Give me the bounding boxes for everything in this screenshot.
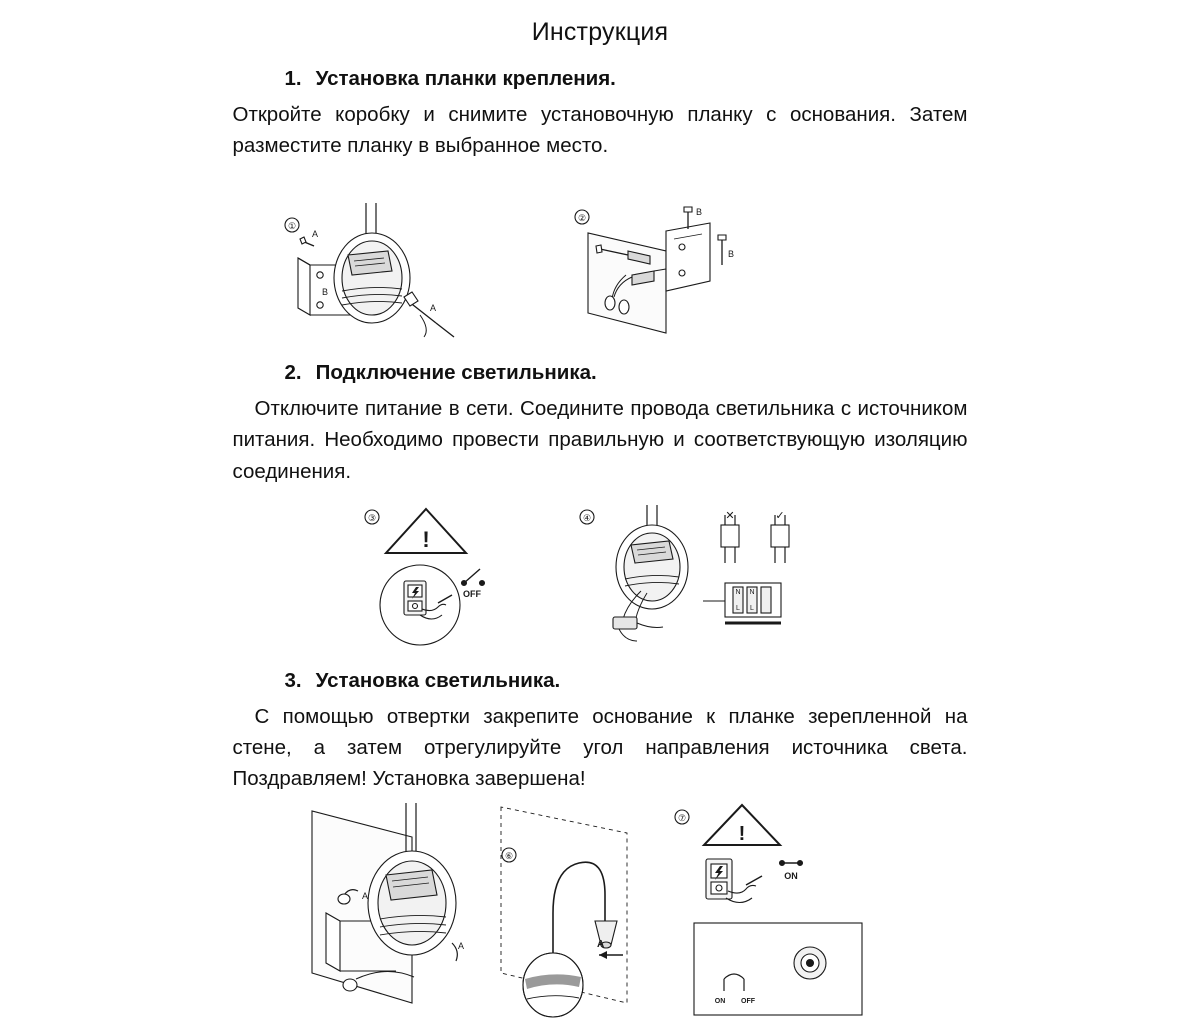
figure-6-marker: ⑥ — [504, 851, 514, 861]
section-2-body-text: Отключите питание в сети. Соедините провода светильника с источником питания. Необходимо провести правильную и соответствующую изоляцию соединения. — [232, 397, 968, 483]
page-title: Инструкция — [531, 18, 669, 46]
figure-3-switch-state: OFF — [463, 589, 481, 599]
figure-2-wall-bracket-screws — [570, 203, 790, 343]
figure-6-adjust-angle — [495, 803, 655, 1018]
figure-group-step-2 — [360, 505, 920, 650]
figure-7-switch-state: ON — [784, 871, 798, 881]
figure-4-wiring-connection — [575, 505, 865, 650]
figure-2-marker: ② — [577, 213, 587, 223]
figure-4-terminal-l2: L — [750, 605, 754, 612]
figure-5-attach-base — [300, 803, 510, 1018]
figure-4-terminal-n2: N — [749, 589, 755, 596]
section-2-number: 2. — [284, 361, 302, 385]
section-1-body: Откройте коробку и снимите установочную планку с основания. Затем разместите планку в выбранное место. — [232, 103, 968, 158]
figure-1-label-a-bottom: A — [430, 303, 437, 313]
figure-2-label-b-top: B — [696, 207, 703, 217]
figure-1-mounting-bracket — [280, 203, 480, 343]
figure-1-label-b: B — [322, 287, 329, 297]
section-3-title: Установка светильника. — [315, 668, 561, 692]
section-1-heading — [233, 67, 968, 91]
section-2-title: Подключение светильника. — [315, 361, 597, 385]
figure-3-marker: ③ — [367, 513, 377, 523]
section-2-heading — [233, 361, 968, 385]
figure-5-label-a-left: A — [362, 891, 369, 901]
figure-4-marker: ④ — [582, 513, 592, 523]
section-3-body-text: С помощью отвертки закрепите основание к планке зерепленной на стене, а затем отрегулируйте угол направления источника света. Поздравляем! Установка завершена! — [232, 704, 968, 791]
section-1-title: Установка планки крепления. — [315, 67, 616, 90]
figure-1-marker: ① — [287, 221, 297, 231]
figure-3-power-off — [360, 505, 520, 650]
document-page — [0, 18, 1200, 1018]
figure-7-power-on — [670, 803, 900, 1018]
section-2-body — [233, 393, 968, 486]
figure-5-label-a-right: A — [458, 941, 465, 951]
figure-group-step-3 — [300, 803, 920, 1018]
figure-7-label-off: OFF — [741, 998, 755, 1005]
figure-4-terminal-l1: L — [736, 605, 740, 612]
section-1-number: 1. — [284, 67, 302, 90]
figure-2-label-b-right: B — [728, 249, 735, 259]
figure-7-marker: ⑦ — [677, 813, 687, 823]
figure-group-step-1 — [280, 203, 920, 348]
figure-3-warning-label: ! — [422, 527, 430, 552]
figure-6-label-a: A — [597, 939, 605, 950]
figure-1-label-a-top: A — [312, 229, 319, 239]
figure-7-warning-label: ! — [738, 823, 746, 845]
section-3-heading — [233, 669, 968, 693]
figure-4-check-mark: ✓ — [775, 510, 785, 522]
figure-4-terminal-n1: N — [735, 589, 741, 596]
figure-4-cross-mark: ✕ — [725, 510, 735, 522]
section-3-body — [233, 701, 968, 794]
section-3-number: 3. — [284, 668, 302, 692]
document-content — [233, 47, 968, 794]
figure-7-label-on: ON — [714, 998, 726, 1005]
